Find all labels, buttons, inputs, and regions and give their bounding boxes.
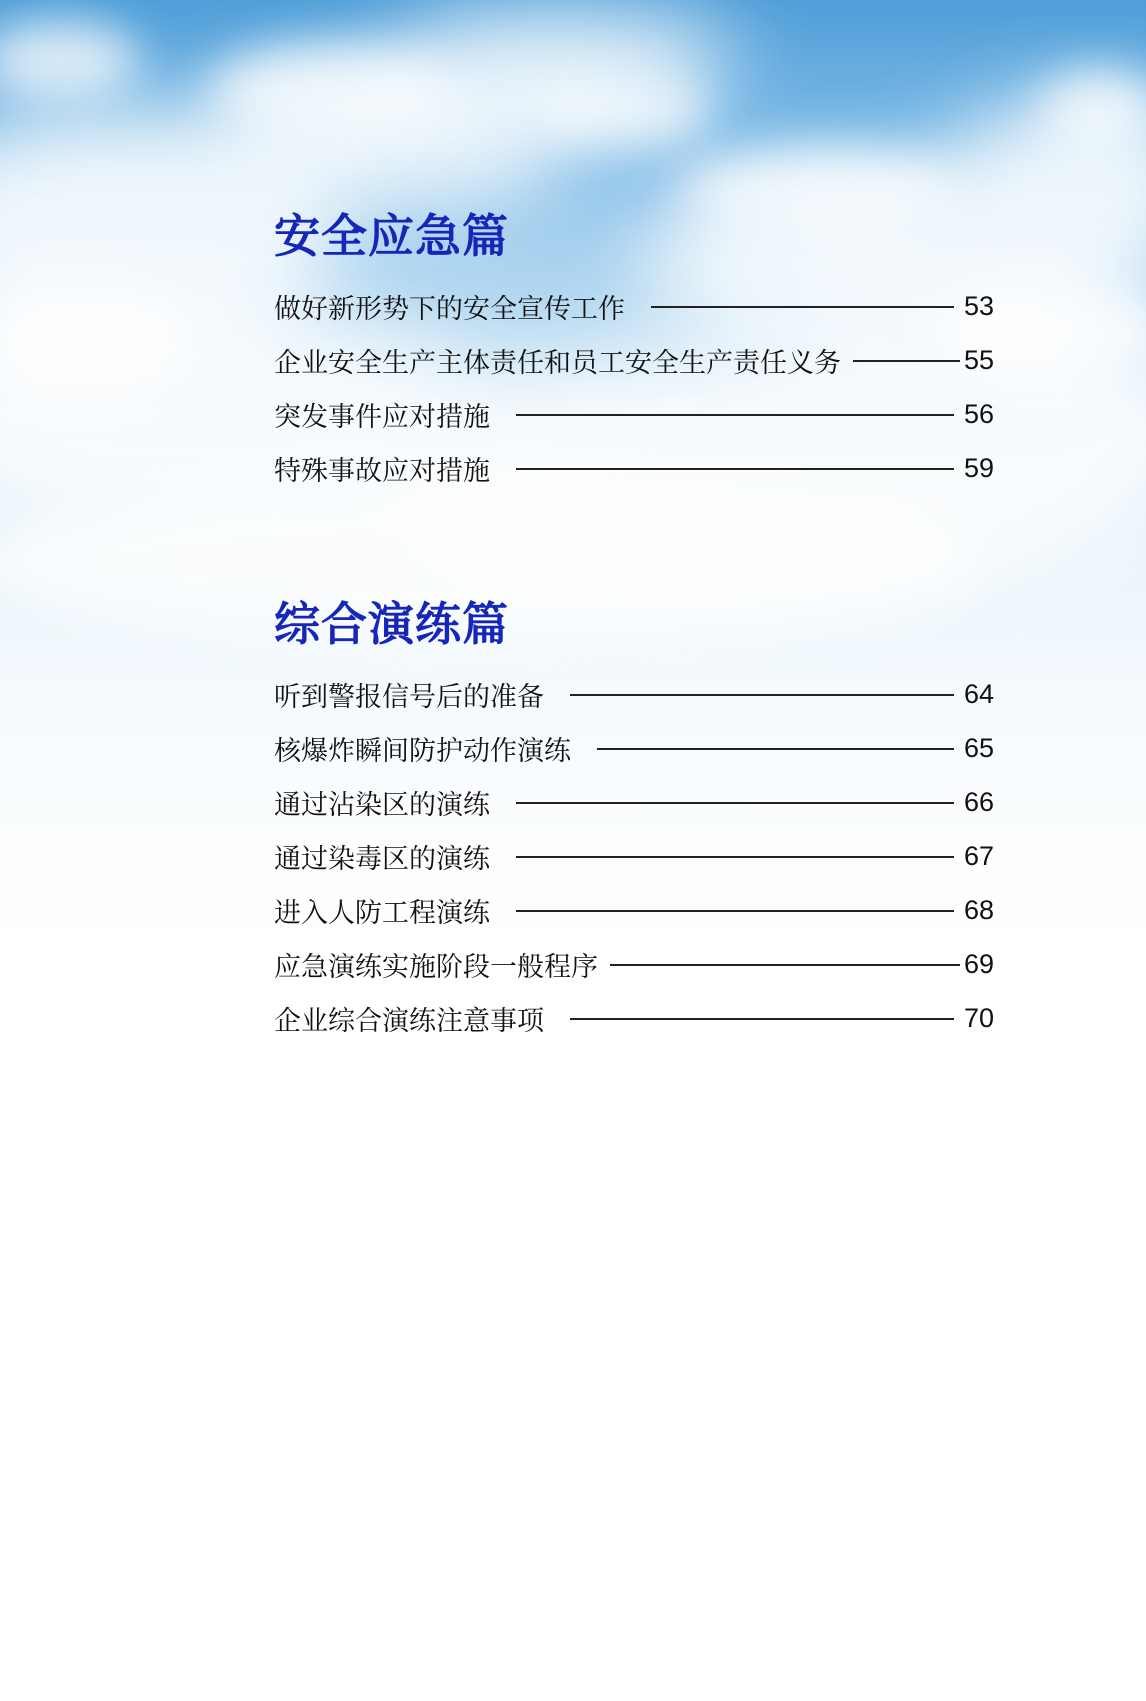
toc-entry-page: 56 bbox=[964, 398, 995, 429]
toc-entry-label: 核爆炸瞬间防护动作演练 bbox=[274, 735, 571, 767]
toc-entry[interactable] bbox=[274, 667, 1004, 721]
toc-entry-label: 企业安全生产主体责任和员工安全生产责任义务 bbox=[274, 347, 841, 379]
toc-entry-label: 做好新形势下的安全宣传工作 bbox=[274, 293, 625, 325]
toc-entry-page: 53 bbox=[964, 290, 995, 321]
toc-entry-page: 69 bbox=[964, 948, 995, 979]
toc-entry[interactable] bbox=[274, 991, 1004, 1045]
leader-line bbox=[597, 748, 954, 750]
toc-entry[interactable] bbox=[274, 829, 1004, 883]
toc-entry[interactable] bbox=[274, 279, 1004, 333]
leader-line bbox=[516, 802, 954, 804]
toc-entry-page: 55 bbox=[964, 344, 995, 375]
toc-entry[interactable] bbox=[274, 721, 1004, 775]
toc-section-comprehensive-drill bbox=[274, 593, 1004, 1045]
toc-entry-label: 听到警报信号后的准备 bbox=[274, 681, 544, 713]
toc-entry-label: 应急演练实施阶段一般程序 bbox=[274, 951, 598, 983]
toc-entry-page: 59 bbox=[964, 452, 995, 483]
toc-entry[interactable] bbox=[274, 937, 1004, 991]
leader-line bbox=[853, 360, 960, 362]
toc-entry[interactable] bbox=[274, 441, 1004, 495]
toc-entry-label: 企业综合演练注意事项 bbox=[274, 1005, 544, 1037]
section-title: 综合演练篇 bbox=[274, 597, 509, 651]
leader-line bbox=[516, 910, 954, 912]
leader-line bbox=[570, 694, 954, 696]
leader-line bbox=[610, 964, 960, 966]
toc-entry[interactable] bbox=[274, 387, 1004, 441]
toc-entry-label: 通过染毒区的演练 bbox=[274, 843, 490, 875]
toc-entry-page: 70 bbox=[964, 1002, 995, 1033]
toc-section-safety-emergency bbox=[274, 205, 1004, 495]
section-title: 安全应急篇 bbox=[274, 209, 509, 263]
leader-line bbox=[570, 1018, 954, 1020]
toc-entry[interactable] bbox=[274, 775, 1004, 829]
toc-entry-label: 特殊事故应对措施 bbox=[274, 455, 490, 487]
toc-entry-page: 67 bbox=[964, 840, 995, 871]
leader-line bbox=[516, 468, 954, 470]
toc-entry[interactable] bbox=[274, 883, 1004, 937]
leader-line bbox=[651, 306, 954, 308]
toc-entry-page: 65 bbox=[964, 732, 995, 763]
leader-line bbox=[516, 414, 954, 416]
leader-line bbox=[516, 856, 954, 858]
toc-entry-label: 突发事件应对措施 bbox=[274, 401, 490, 433]
toc-entry-page: 64 bbox=[964, 678, 995, 709]
toc-entry[interactable] bbox=[274, 333, 1004, 387]
toc-entry-page: 68 bbox=[964, 894, 995, 925]
toc-entry-label: 通过沾染区的演练 bbox=[274, 789, 490, 821]
toc-entry-label: 进入人防工程演练 bbox=[274, 897, 490, 929]
toc-entry-page: 66 bbox=[964, 786, 995, 817]
